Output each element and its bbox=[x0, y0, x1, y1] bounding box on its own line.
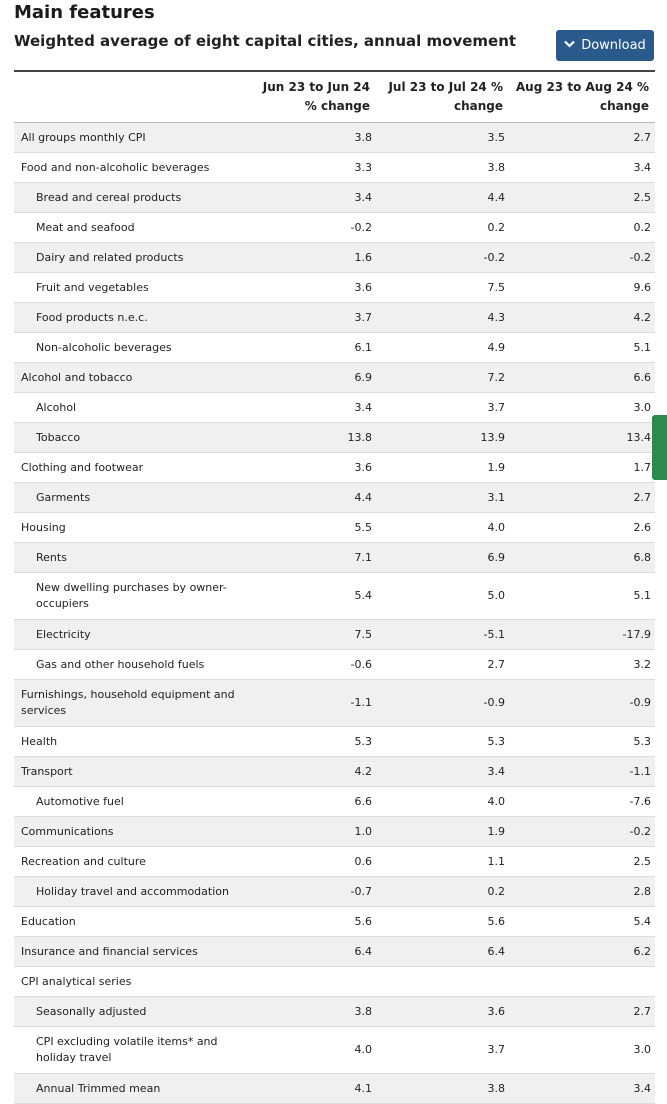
table-row bbox=[14, 727, 655, 757]
row-label: Automotive fuel bbox=[14, 787, 247, 817]
row-label: Food products n.e.c. bbox=[14, 303, 247, 333]
row-value: 0.2 bbox=[376, 213, 509, 243]
chevron-down-icon bbox=[564, 40, 575, 51]
row-label: Rents bbox=[14, 543, 247, 573]
table-row bbox=[14, 967, 655, 997]
row-label: Meat and seafood bbox=[14, 213, 247, 243]
row-value: 2.7 bbox=[509, 123, 655, 153]
row-value: 5.1 bbox=[509, 573, 655, 620]
row-value: 3.6 bbox=[247, 273, 376, 303]
row-value: 13.9 bbox=[376, 423, 509, 453]
row-label: Transport bbox=[14, 757, 247, 787]
table-row bbox=[14, 817, 655, 847]
table-row bbox=[14, 1027, 655, 1074]
row-value: -0.9 bbox=[376, 680, 509, 727]
row-value: 5.3 bbox=[509, 727, 655, 757]
row-label: Furnishings, household equipment and services bbox=[14, 680, 247, 727]
table-row bbox=[14, 573, 655, 620]
row-value: 4.4 bbox=[376, 183, 509, 213]
row-value: 5.6 bbox=[247, 907, 376, 937]
row-value: 3.8 bbox=[376, 153, 509, 183]
table-row bbox=[14, 453, 655, 483]
row-value: 4.0 bbox=[247, 1027, 376, 1074]
row-value: -17.9 bbox=[509, 620, 655, 650]
row-value: 1.0 bbox=[247, 817, 376, 847]
row-value: 4.2 bbox=[509, 303, 655, 333]
row-value: 6.4 bbox=[247, 937, 376, 967]
row-value: 3.5 bbox=[376, 123, 509, 153]
cpi-table bbox=[14, 70, 655, 1104]
table-row bbox=[14, 620, 655, 650]
row-value: 5.1 bbox=[509, 333, 655, 363]
row-value: 5.4 bbox=[509, 907, 655, 937]
row-value: 3.6 bbox=[376, 997, 509, 1027]
row-label: CPI analytical series bbox=[14, 967, 247, 997]
row-value: 5.3 bbox=[376, 727, 509, 757]
row-value: 4.4 bbox=[247, 483, 376, 513]
column-header: Aug 23 to Aug 24 % change bbox=[509, 71, 655, 123]
row-label: Annual Trimmed mean bbox=[14, 1074, 247, 1104]
row-label: Tobacco bbox=[14, 423, 247, 453]
table-row bbox=[14, 937, 655, 967]
row-label: CPI excluding volatile items* and holiday travel bbox=[14, 1027, 247, 1074]
row-value: 5.6 bbox=[376, 907, 509, 937]
row-label: Bread and cereal products bbox=[14, 183, 247, 213]
row-value bbox=[509, 967, 655, 997]
row-value: 6.4 bbox=[376, 937, 509, 967]
row-value: 5.5 bbox=[247, 513, 376, 543]
row-value: 4.2 bbox=[247, 757, 376, 787]
row-label: Holiday travel and accommodation bbox=[14, 877, 247, 907]
row-value: 4.0 bbox=[376, 513, 509, 543]
row-label: Gas and other household fuels bbox=[14, 650, 247, 680]
row-value: -0.2 bbox=[509, 243, 655, 273]
row-value: 2.5 bbox=[509, 183, 655, 213]
table-row bbox=[14, 333, 655, 363]
row-value: 13.8 bbox=[247, 423, 376, 453]
row-value: 2.7 bbox=[509, 483, 655, 513]
row-value bbox=[376, 967, 509, 997]
row-value: 4.0 bbox=[376, 787, 509, 817]
row-label: Food and non-alcoholic beverages bbox=[14, 153, 247, 183]
row-value: 3.0 bbox=[509, 393, 655, 423]
row-value: 7.5 bbox=[247, 620, 376, 650]
row-value: 0.6 bbox=[247, 847, 376, 877]
row-label: Alcohol bbox=[14, 393, 247, 423]
table-row bbox=[14, 650, 655, 680]
table-row bbox=[14, 303, 655, 333]
row-value: -1.1 bbox=[247, 680, 376, 727]
row-label: All groups monthly CPI bbox=[14, 123, 247, 153]
row-value: -0.2 bbox=[509, 817, 655, 847]
table-row bbox=[14, 757, 655, 787]
row-label: Clothing and footwear bbox=[14, 453, 247, 483]
table-row bbox=[14, 363, 655, 393]
row-value: 2.6 bbox=[509, 513, 655, 543]
row-value: 9.6 bbox=[509, 273, 655, 303]
table-row bbox=[14, 423, 655, 453]
row-label: Housing bbox=[14, 513, 247, 543]
row-value: -0.2 bbox=[376, 243, 509, 273]
row-value: 2.7 bbox=[376, 650, 509, 680]
row-value: 3.4 bbox=[509, 153, 655, 183]
row-value: 3.2 bbox=[509, 650, 655, 680]
row-value: 6.2 bbox=[509, 937, 655, 967]
table-row bbox=[14, 213, 655, 243]
row-value: -1.1 bbox=[509, 757, 655, 787]
row-value: -0.6 bbox=[247, 650, 376, 680]
row-value: -0.2 bbox=[247, 213, 376, 243]
row-label: Electricity bbox=[14, 620, 247, 650]
row-value: 4.9 bbox=[376, 333, 509, 363]
row-value: 2.7 bbox=[509, 997, 655, 1027]
table-row bbox=[14, 680, 655, 727]
row-value: 0.2 bbox=[376, 877, 509, 907]
row-value: 5.3 bbox=[247, 727, 376, 757]
table-body bbox=[14, 123, 655, 1104]
column-header bbox=[14, 71, 247, 123]
table-row bbox=[14, 787, 655, 817]
row-value: 7.1 bbox=[247, 543, 376, 573]
row-value: 3.1 bbox=[376, 483, 509, 513]
column-header: Jul 23 to Jul 24 % change bbox=[376, 71, 509, 123]
row-value: 3.6 bbox=[247, 453, 376, 483]
table-row bbox=[14, 997, 655, 1027]
row-value: 1.9 bbox=[376, 453, 509, 483]
row-value: 6.6 bbox=[509, 363, 655, 393]
row-value: 5.4 bbox=[247, 573, 376, 620]
row-label: Alcohol and tobacco bbox=[14, 363, 247, 393]
row-label: Fruit and vegetables bbox=[14, 273, 247, 303]
row-value: 1.1 bbox=[376, 847, 509, 877]
table-row bbox=[14, 877, 655, 907]
row-value: 3.7 bbox=[247, 303, 376, 333]
row-value: 7.5 bbox=[376, 273, 509, 303]
cpi-table-container bbox=[14, 70, 655, 1104]
table-row bbox=[14, 1074, 655, 1104]
row-value: 3.8 bbox=[247, 997, 376, 1027]
table-row bbox=[14, 513, 655, 543]
row-value: 4.3 bbox=[376, 303, 509, 333]
row-label: Garments bbox=[14, 483, 247, 513]
download-button[interactable] bbox=[556, 30, 654, 61]
row-value: 1.7 bbox=[509, 453, 655, 483]
row-value: 3.8 bbox=[247, 123, 376, 153]
row-value: 4.1 bbox=[247, 1074, 376, 1104]
row-value: 1.6 bbox=[247, 243, 376, 273]
row-value: 3.8 bbox=[376, 1074, 509, 1104]
row-value: 6.1 bbox=[247, 333, 376, 363]
row-label: Education bbox=[14, 907, 247, 937]
row-value: 2.5 bbox=[509, 847, 655, 877]
column-header: Jun 23 to Jun 24 % change bbox=[247, 71, 376, 123]
row-label: Health bbox=[14, 727, 247, 757]
row-value: -0.7 bbox=[247, 877, 376, 907]
row-value: 5.0 bbox=[376, 573, 509, 620]
row-value: 3.4 bbox=[247, 393, 376, 423]
row-value: 3.4 bbox=[247, 183, 376, 213]
row-value: -7.6 bbox=[509, 787, 655, 817]
table-row bbox=[14, 907, 655, 937]
table-row bbox=[14, 847, 655, 877]
page-title: Main features bbox=[14, 2, 155, 23]
row-value: 2.8 bbox=[509, 877, 655, 907]
table-header-row bbox=[14, 71, 655, 123]
table-row bbox=[14, 393, 655, 423]
page-subtitle: Weighted average of eight capital cities, annual movement bbox=[14, 32, 517, 50]
row-value: 6.9 bbox=[247, 363, 376, 393]
row-value: 7.2 bbox=[376, 363, 509, 393]
row-value: -5.1 bbox=[376, 620, 509, 650]
table-row bbox=[14, 483, 655, 513]
feedback-tab[interactable] bbox=[652, 415, 667, 480]
row-value: 13.4 bbox=[509, 423, 655, 453]
row-value: 6.9 bbox=[376, 543, 509, 573]
table-row bbox=[14, 153, 655, 183]
table-row bbox=[14, 123, 655, 153]
row-label: New dwelling purchases by owner-occupiers bbox=[14, 573, 247, 620]
row-label: Seasonally adjusted bbox=[14, 997, 247, 1027]
row-value: 3.3 bbox=[247, 153, 376, 183]
row-value: 0.2 bbox=[509, 213, 655, 243]
row-value: 6.8 bbox=[509, 543, 655, 573]
row-value: 6.6 bbox=[247, 787, 376, 817]
row-value: 3.0 bbox=[509, 1027, 655, 1074]
table-row bbox=[14, 183, 655, 213]
row-value: 3.4 bbox=[509, 1074, 655, 1104]
row-value: 3.4 bbox=[376, 757, 509, 787]
table-row bbox=[14, 543, 655, 573]
row-label: Insurance and financial services bbox=[14, 937, 247, 967]
row-label: Communications bbox=[14, 817, 247, 847]
row-value: 1.9 bbox=[376, 817, 509, 847]
row-value: -0.9 bbox=[509, 680, 655, 727]
table-row bbox=[14, 243, 655, 273]
row-label: Dairy and related products bbox=[14, 243, 247, 273]
row-label: Non-alcoholic beverages bbox=[14, 333, 247, 363]
row-label: Recreation and culture bbox=[14, 847, 247, 877]
row-value: 3.7 bbox=[376, 393, 509, 423]
row-value bbox=[247, 967, 376, 997]
row-value: 3.7 bbox=[376, 1027, 509, 1074]
download-label: Download bbox=[581, 38, 646, 53]
table-row bbox=[14, 273, 655, 303]
